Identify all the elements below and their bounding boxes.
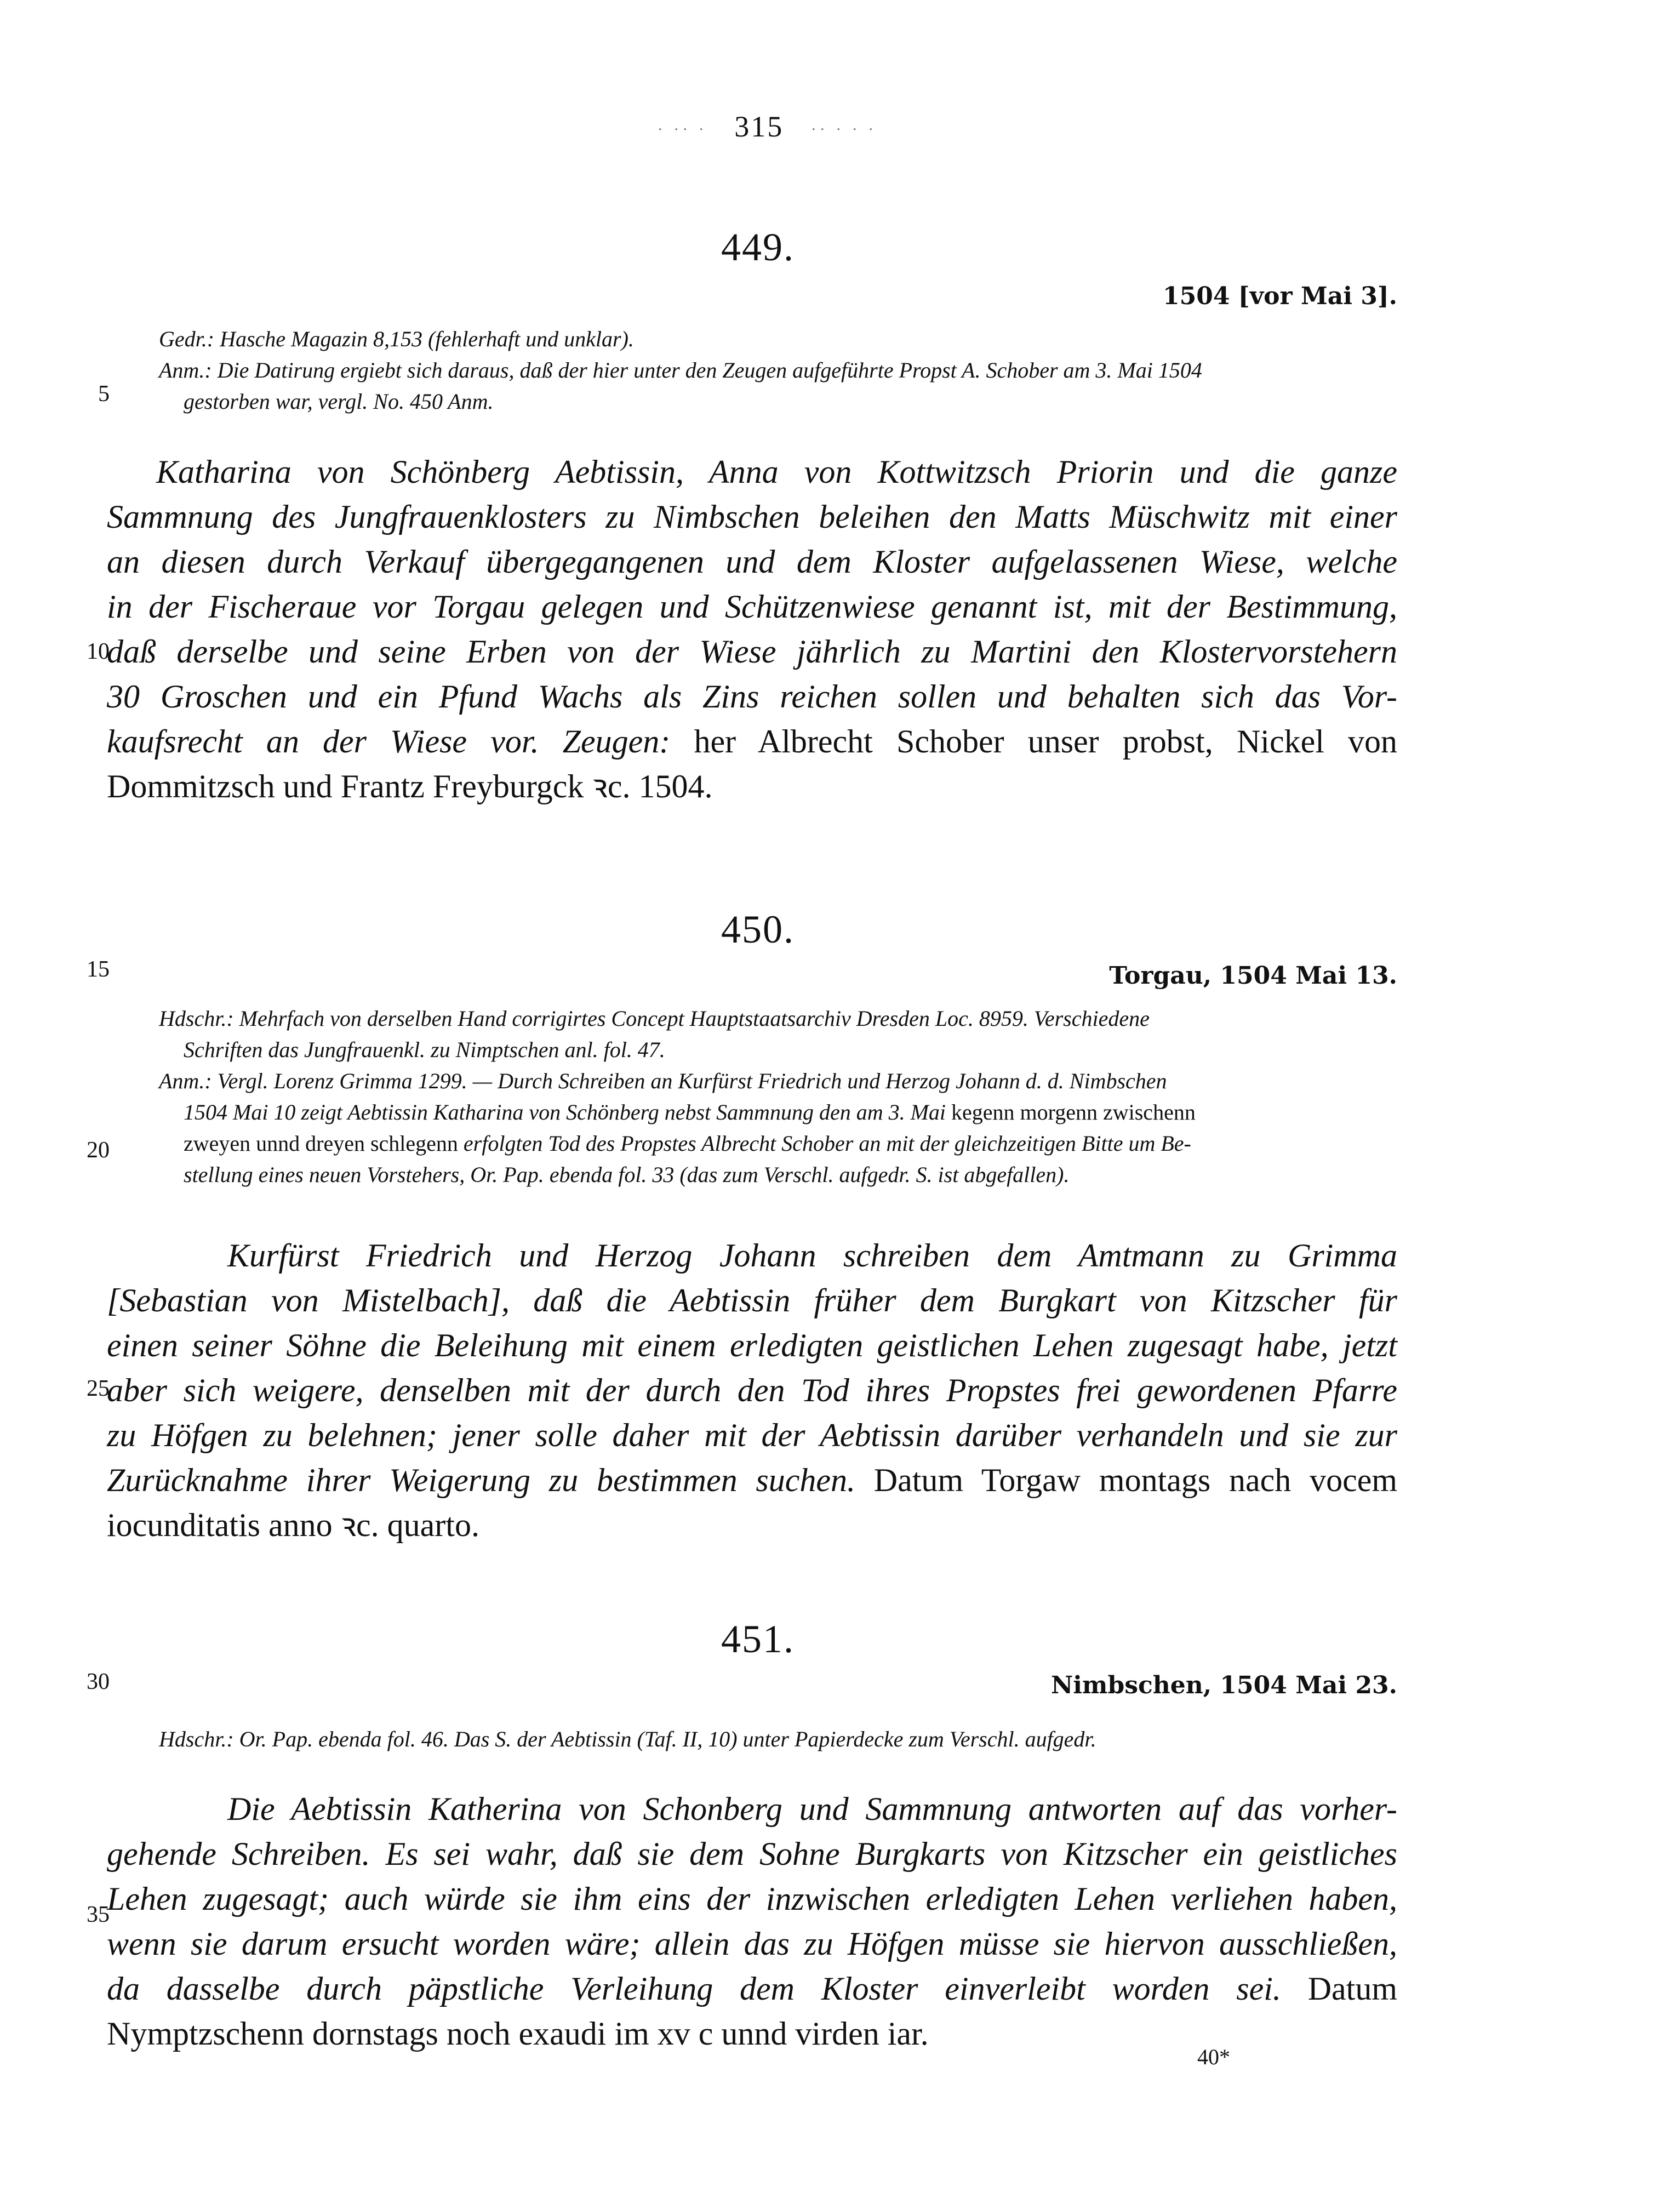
line-number-20: 20 bbox=[87, 1138, 110, 1163]
note-upright-part: kegenn morgenn zwischenn bbox=[951, 1100, 1196, 1124]
page-number bbox=[603, 110, 932, 144]
regest-line: gehende Schreiben. Es sei wahr, daß sie dem Sohne Burgkarts von Kitzscher ein geistliches bbox=[107, 1836, 1397, 1872]
note-line: Anm.: Die Datirung ergiebt sich daraus, daß der hier unter den Zeugen aufgeführte Propst A. Schober am 3. Mai 1504 bbox=[159, 358, 1202, 382]
note-line-mixed: zweyen unnd dreyen schlegenn erfolgten Tod des Propstes Albrecht Schober an mit der gleichzeitigen Bitte um Be- bbox=[184, 1131, 1191, 1156]
page-number-dots-right: ·· · · · bbox=[810, 120, 877, 139]
doc-449-regest bbox=[107, 449, 1397, 809]
page-number-value: 315 bbox=[734, 110, 784, 143]
doc-449-number: 449. bbox=[721, 225, 795, 269]
note-line: Gedr.: Hasche Magazin 8,153 (fehlerhaft und unklar). bbox=[159, 327, 634, 351]
regest-line: Katharina von Schönberg Aebtissin, Anna von Kottwitzsch Priorin und die ganze bbox=[156, 454, 1397, 490]
regest-line: Lehen zugesagt; auch würde sie ihm eins der inzwischen erledigten Lehen verliehen haben, bbox=[107, 1881, 1397, 1917]
line-number-10: 10 bbox=[87, 639, 110, 664]
regest-line: an diesen durch Verkauf übergegangenen und dem Kloster aufgelassenen Wiese, welche bbox=[107, 544, 1397, 580]
regest-italic-part: Zurücknahme ihrer Weigerung zu bestimmen suchen. bbox=[107, 1462, 855, 1498]
note-line: Hdschr.: Mehrfach von derselben Hand corrigirtes Concept Hauptstaatsarchiv Dresden Loc. 8959. Verschiedene bbox=[159, 1006, 1150, 1031]
note-upright-part: zweyen unnd dreyen schlegenn bbox=[184, 1131, 458, 1156]
doc-450-regest bbox=[107, 1233, 1397, 1548]
doc-450-dateline: Torgau, 1504 Mai 13. bbox=[1109, 962, 1397, 990]
page-number-dots-left: · ·· · bbox=[657, 120, 707, 139]
regest-line: Kurfürst Friedrich und Herzog Johann schreiben dem Amtmann zu Grimma bbox=[227, 1237, 1397, 1274]
regest-line: in der Fischeraue vor Torgau gelegen und Schützenwiese genannt ist, mit der Bestimmung, bbox=[107, 589, 1397, 625]
doc-449-notes bbox=[159, 323, 1397, 417]
line-number-15: 15 bbox=[87, 957, 110, 982]
doc-449-dateline: 1504 [vor Mai 3]. bbox=[1162, 282, 1397, 310]
regest-line: Die Aebtissin Katherina von Schonberg und Sammnung antworten auf das vorher- bbox=[227, 1791, 1397, 1827]
doc-450-notes bbox=[159, 1003, 1397, 1190]
note-line: Schriften das Jungfrauenkl. zu Nimptschen anl. fol. 47. bbox=[184, 1037, 665, 1062]
regest-upright-part: her Albrecht Schober unser probst, Nickel von bbox=[694, 723, 1398, 760]
doc-451-dateline: Nimbschen, 1504 Mai 23. bbox=[1050, 1671, 1397, 1699]
regest-line: [Sebastian von Mistelbach], daß die Aebtissin früher dem Burgkart von Kitzscher für bbox=[107, 1282, 1397, 1318]
note-line: Hdschr.: Or. Pap. ebenda fol. 46. Das S. der Aebtissin (Taf. II, 10) unter Papierdecke zum Verschl. aufgedr. bbox=[159, 1727, 1096, 1751]
signature-mark: 40* bbox=[1197, 2045, 1230, 2069]
regest-line: wenn sie darum ersucht worden wäre; allein das zu Höfgen müsse sie hiervon ausschließen, bbox=[107, 1926, 1397, 1962]
line-number-25: 25 bbox=[87, 1376, 110, 1401]
regest-italic-part: da dasselbe durch päpstliche Verleihung dem Kloster einverleibt worden sei. bbox=[107, 1971, 1281, 2007]
note-line-mixed: 1504 Mai 10 zeigt Aebtissin Katharina von Schönberg nebst Sammnung den am 3. Mai kegenn morgenn zwischenn bbox=[184, 1100, 1196, 1124]
line-number-5: 5 bbox=[98, 381, 110, 407]
regest-line: Dommitzsch und Frantz Freyburgck ꝛc. 1504. bbox=[107, 768, 713, 804]
regest-line: aber sich weigere, denselben mit der durch den Tod ihres Propstes frei gewordenen Pfarre bbox=[107, 1372, 1397, 1408]
regest-line: daß derselbe und seine Erben von der Wiese jährlich zu Martini den Klostervorstehern bbox=[107, 633, 1397, 670]
regest-line: einen seiner Söhne die Beleihung mit einem erledigten geistlichen Lehen zugesagt habe, jetzt bbox=[107, 1327, 1397, 1363]
regest-italic-part: kaufsrecht an der Wiese vor. Zeugen: bbox=[107, 723, 671, 760]
regest-line-mixed bbox=[107, 1966, 1397, 2011]
regest-line: iocunditatis anno ꝛc. quarto. bbox=[107, 1507, 479, 1543]
line-number-30: 30 bbox=[87, 1669, 110, 1694]
doc-451-regest bbox=[107, 1786, 1397, 2056]
regest-line-mixed bbox=[107, 719, 1397, 764]
line-number-35: 35 bbox=[87, 1902, 110, 1927]
note-line: Anm.: Vergl. Lorenz Grimma 1299. — Durch Schreiben an Kurfürst Friedrich und Herzog Johann d. d. Nimbschen bbox=[159, 1069, 1167, 1093]
doc-451-notes bbox=[159, 1723, 1397, 1755]
doc-450-number: 450. bbox=[721, 907, 795, 951]
note-line: gestorben war, vergl. No. 450 Anm. bbox=[184, 389, 494, 414]
regest-line: Nymptzschenn dornstags noch exaudi im xv c unnd virden iar. bbox=[107, 2016, 929, 2052]
regest-line: Sammnung des Jungfrauenklosters zu Nimbschen beleihen den Matts Müschwitz mit einer bbox=[107, 499, 1397, 535]
doc-451-number: 451. bbox=[721, 1617, 795, 1661]
note-line: stellung eines neuen Vorstehers, Or. Pap. ebenda fol. 33 (das zum Verschl. aufgedr. S. ist abgefallen). bbox=[184, 1162, 1070, 1187]
regest-upright-part: Datum bbox=[1307, 1971, 1397, 2007]
regest-line: 30 Groschen und ein Pfund Wachs als Zins reichen sollen und behalten sich das Vor- bbox=[107, 678, 1397, 715]
regest-line: zu Höfgen zu belehnen; jener solle daher mit der Aebtissin darüber verhandeln und sie zur bbox=[107, 1417, 1397, 1453]
regest-upright-part: Datum Torgaw montags nach vocem bbox=[873, 1462, 1398, 1498]
regest-line-mixed bbox=[107, 1458, 1397, 1503]
